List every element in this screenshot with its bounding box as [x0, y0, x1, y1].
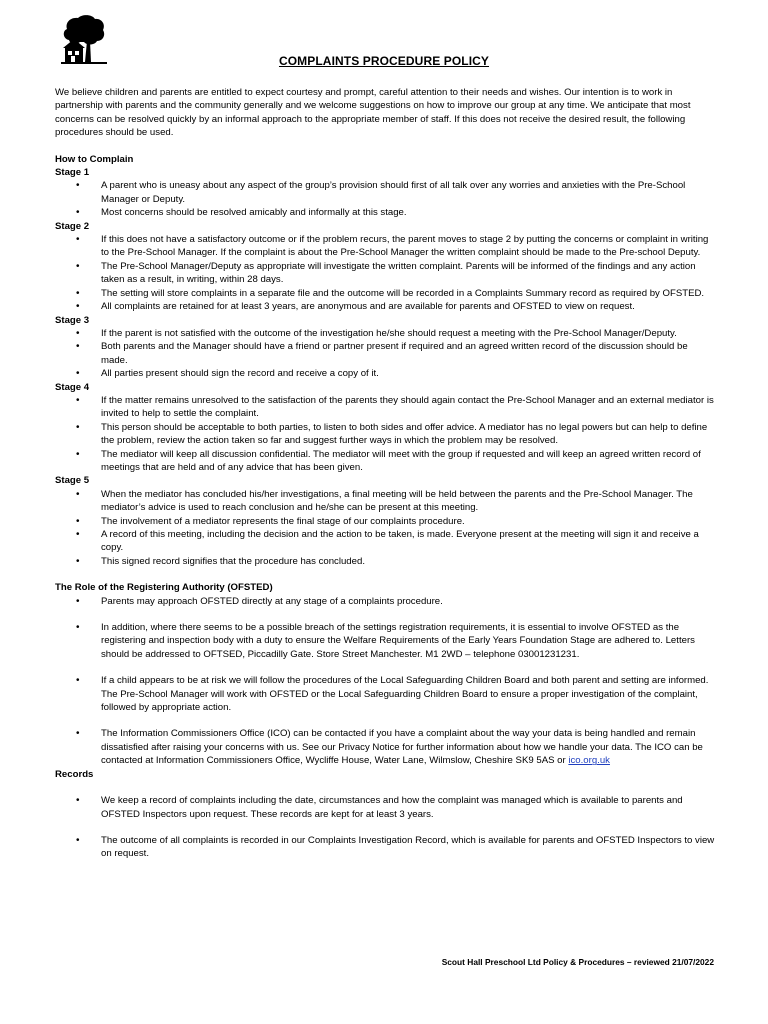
list-item: • Most concerns should be resolved amicably and informally at this stage. — [55, 206, 715, 219]
list-item: • A parent who is uneasy about any aspect of the group’s provision should first of all talk over any worries and anxieties with the Pre-School Manager or Deputy. — [55, 179, 715, 206]
list-item: • The setting will store complaints in a separate file and the outcome will be recorded in a Complaints Summary record as required by OFSTED. — [55, 287, 715, 300]
list-item: • In addition, where there seems to be a possible breach of the settings registration requirements, it is essential to involve OFSTED as the registering and inspection body with a duty to ensure the Welfare Requirements of the Early Years Foundation Stage are adhered to. Letters should be addressed to OFTSED, Piccadilly Gate. Store Street Manchester. M1 2WD – telephone 03001231231. — [55, 621, 715, 661]
list-item: • All complaints are retained for at least 3 years, are anonymous and are available for parents and OFSTED to view on request. — [55, 300, 715, 313]
stage-list — [55, 488, 715, 568]
list-item: • If a child appears to be at risk we will follow the procedures of the Local Safeguarding Children Board and both parent and setting are informed. The Pre-School Manager will work with OFSTED or the Local Safeguarding Children Board to ensure a proper investigation of the complaint, followed by appropriate action. — [55, 674, 715, 714]
stage-label: Stage 3 — [55, 314, 90, 326]
stage-list — [55, 327, 715, 381]
list-item: • The mediator will keep all discussion confidential. The mediator will meet with the group if requested and will keep an agreed written record of meetings that are held and of any advice that has been given. — [55, 448, 715, 475]
intro-paragraph: We believe children and parents are entitled to expect courtesy and prompt, careful attention to their needs and wishes. Our intention is to work in partnership with parents and the community generally and we welcome suggestions on how to improve our group at any time. We anticipate that most concerns can be resolved quickly by an informal approach to the appropriate member of staff. If this does not receive the desired result, the following procedures should be used. — [55, 87, 691, 139]
list-item — [55, 727, 715, 767]
list-item: • We keep a record of complaints including the date, circumstances and how the complaint was managed which is available to parents and OFSTED Inspectors upon request. These records are kept for at least 3 years. — [55, 794, 715, 821]
list-item: • This signed record signifies that the procedure has concluded. — [55, 555, 715, 568]
records-heading: Records — [55, 768, 94, 780]
list-item: • If this does not have a satisfactory outcome or if the problem recurs, the parent moves to stage 2 by putting the concerns or complaint in writing to the Pre-School Manager. If the complaint is about the Pre-School Manager the written complaint should be made to the Pre-school Deputy. — [55, 233, 715, 260]
stage-label: Stage 2 — [55, 220, 90, 232]
stage-list — [55, 179, 715, 219]
list-item: • Both parents and the Manager should have a friend or partner present if required and an agreed written record of the discussion should be made. — [55, 340, 715, 367]
list-item: • The involvement of a mediator represents the final stage of our complaints procedure. — [55, 515, 715, 528]
list-item: • If the matter remains unresolved to the satisfaction of the parents they should again contact the Pre-School Manager and an external mediator is invited to help to settle the complaint. — [55, 394, 715, 421]
list-item: • A record of this meeting, including the decision and the action to be taken, is made. Everyone present at the meeting will sign it and receive a copy. — [55, 528, 715, 555]
list-item: • All parties present should sign the record and receive a copy of it. — [55, 367, 715, 380]
authority-list — [55, 595, 715, 768]
stage-label: Stage 4 — [55, 381, 90, 393]
document-body — [55, 86, 715, 861]
ico-text: The Information Commissioners Office (ICO) can be contacted if you have a complaint about the way your data is being handled and remain dissatisfied after raising your concerns with us. See our Privacy Notice for further information about how we handle your data. The ICO can be contacted at Information Commissioners Office, Wycliffe House, Water Lane, Wilmslow, Cheshire SK9 5AS or — [101, 728, 703, 767]
page-title: COMPLAINTS PROCEDURE POLICY — [278, 54, 490, 68]
list-item: • If the parent is not satisfied with the outcome of the investigation he/she should request a meeting with the Pre-School Manager/Deputy. — [55, 327, 715, 340]
ico-link[interactable]: ico.org.uk — [568, 755, 610, 767]
page-footer: Scout Hall Preschool Ltd Policy & Procedures – reviewed 21/07/2022 — [441, 957, 714, 967]
list-item: • The Pre-School Manager/Deputy as appropriate will investigate the written complaint. Parents will be informed of the findings and any action taken as a result, in writing, within 28 days. — [55, 260, 715, 287]
list-item: • The outcome of all complaints is recorded in our Complaints Investigation Record, which is available for parents and OFSTED Inspectors to view on request. — [55, 834, 715, 861]
list-item: • This person should be acceptable to both parties, to listen to both sides and offer advice. A mediator has no legal powers but can help to define the problem, review the action taken so far and suggest further ways in which the problem may be resolved. — [55, 421, 715, 448]
how-to-complain-heading: How to Complain — [55, 153, 134, 165]
list-item: • When the mediator has concluded his/her investigations, a final meeting will be held between the parents and the Pre-School Manager. The mediator’s advice is used to reach conclusion and he/she can be present at this meeting. — [55, 488, 715, 515]
stage-list — [55, 394, 715, 474]
records-list — [55, 794, 715, 861]
stage-list — [55, 233, 715, 313]
stage-label: Stage 5 — [55, 475, 90, 487]
stage-label: Stage 1 — [55, 167, 90, 179]
list-item: • Parents may approach OFSTED directly at any stage of a complaints procedure. — [55, 595, 715, 608]
authority-heading: The Role of the Registering Authority (OFSTED) — [55, 582, 273, 594]
